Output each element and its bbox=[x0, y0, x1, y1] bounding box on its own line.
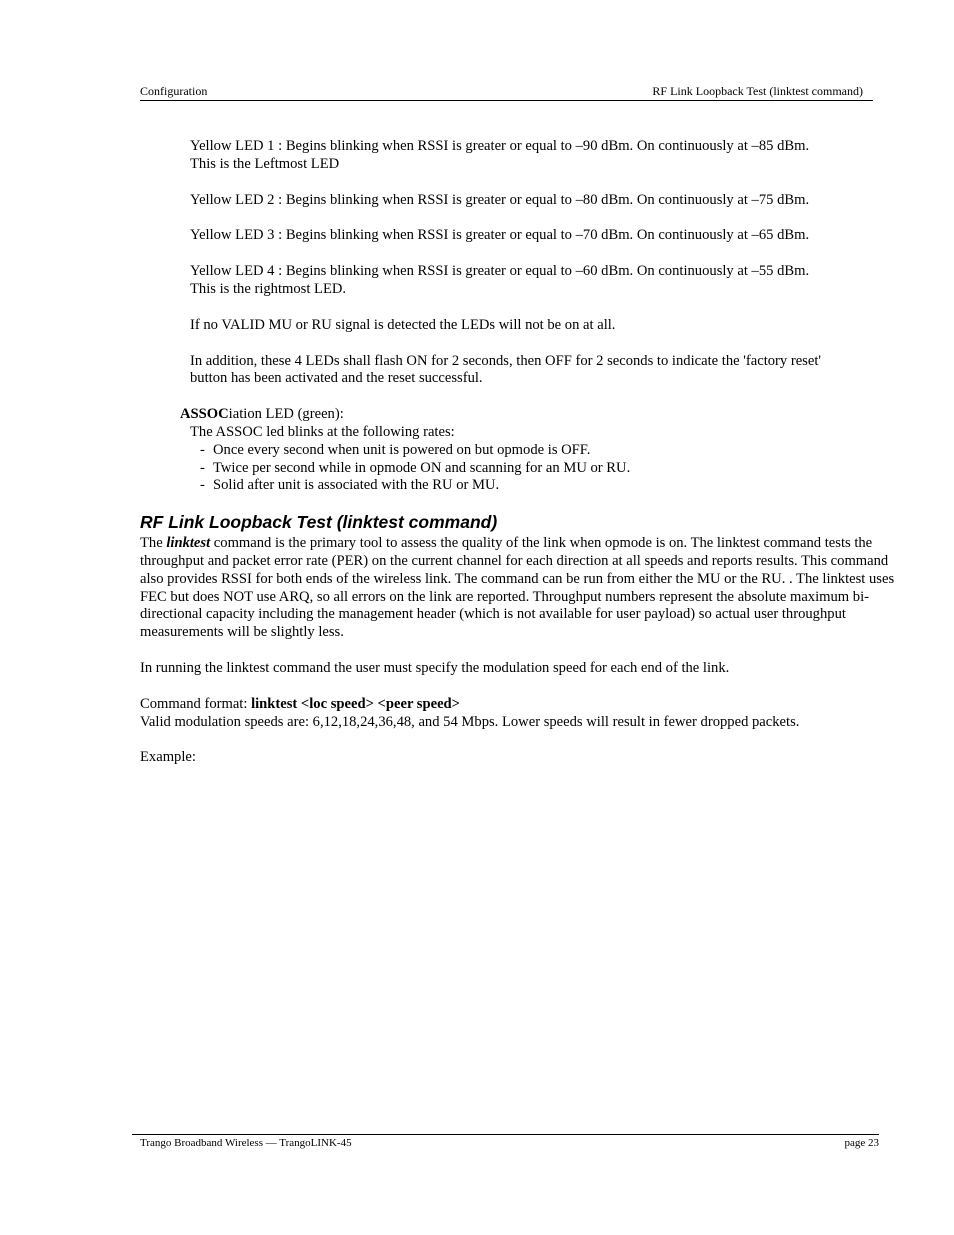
example-label: Example: bbox=[140, 749, 196, 766]
command-format-label: Command format: bbox=[140, 695, 252, 712]
page-content bbox=[140, 138, 900, 767]
assoc-rate-list bbox=[140, 442, 900, 495]
page-header bbox=[140, 84, 873, 101]
section-heading: RF Link Loopback Test (linktest command) bbox=[140, 512, 498, 533]
modulation-requirement-text: In running the linktest command the user must specify the modulation speed for each end of the link. bbox=[140, 659, 730, 676]
header-section-name: Configuration bbox=[140, 84, 208, 98]
yellow-led-4-text: Yellow LED 4 : Begins blinking when RSSI is greater or equal to –60 dBm. On continuously at –55 dBm. This is the rightmost LED. bbox=[190, 263, 810, 297]
linktest-command-name: linktest bbox=[166, 535, 211, 552]
command-format-syntax: linktest <loc speed> <peer speed> bbox=[251, 695, 460, 712]
assoc-intro: The ASSOC led blinks at the following rates: bbox=[190, 423, 455, 440]
footer-page-number: page 23 bbox=[844, 1137, 879, 1149]
yellow-led-1-text: Yellow LED 1 : Begins blinking when RSSI is greater or equal to –90 dBm. On continuously at –85 dBm. This is the Leftmost LED bbox=[190, 138, 810, 172]
yellow-led-3-text: Yellow LED 3 : Begins blinking when RSSI is greater or equal to –70 dBm. On continuously at –65 dBm. bbox=[190, 227, 810, 244]
assoc-rate-item: - Solid after unit is associated with the RU or MU. bbox=[200, 477, 900, 495]
assoc-rate-item: - Twice per second while in opmode ON and scanning for an MU or RU. bbox=[200, 460, 900, 478]
header-topic-title: RF Link Loopback Test (linktest command) bbox=[652, 84, 863, 98]
assoc-rate-item: - Once every second when unit is powered on but opmode is OFF. bbox=[200, 442, 900, 460]
no-signal-text: If no VALID MU or RU signal is detected the LEDs will not be on at all. bbox=[190, 316, 616, 333]
assoc-led-label bbox=[180, 406, 900, 424]
assoc-led-label-bold: ASSOC bbox=[180, 406, 229, 423]
command-format-line bbox=[140, 696, 900, 714]
valid-speeds-text: Valid modulation speeds are: 6,12,18,24,36,48, and 54 Mbps. Lower speeds will result in fewer dropped packets. bbox=[140, 713, 800, 730]
linktest-description-pre: The bbox=[140, 535, 167, 552]
footer-product: Trango Broadband Wireless — TrangoLINK-45 bbox=[140, 1137, 352, 1149]
linktest-description-body: command is the primary tool to assess the quality of the link when opmode is on. The linktest command tests the throughput and packet error rate (PER) on the current channel for each direction at all speeds and reports results. This command also provides RSSI for both ends of the wireless link. The command can be run from either the MU or the RU. . The linktest uses FEC but does NOT use ARQ, so all errors on the link are reported. Throughput numbers represent the absolute maximum bi-directional capacity including the management header (which is not available for user payload) so actual user throughput measurements will be slightly less. bbox=[140, 535, 895, 641]
yellow-led-descriptions bbox=[190, 138, 836, 388]
linktest-description bbox=[140, 535, 900, 642]
factory-reset-text: In addition, these 4 LEDs shall flash ON for 2 seconds, then OFF for 2 seconds to indicate the 'factory reset' button has been activated and the reset successful. bbox=[190, 352, 822, 387]
assoc-led-label-rest: iation LED (green): bbox=[228, 406, 344, 423]
page-footer bbox=[132, 1134, 879, 1149]
yellow-led-2-text: Yellow LED 2 : Begins blinking when RSSI is greater or equal to –80 dBm. On continuously at –75 dBm. bbox=[190, 191, 810, 208]
